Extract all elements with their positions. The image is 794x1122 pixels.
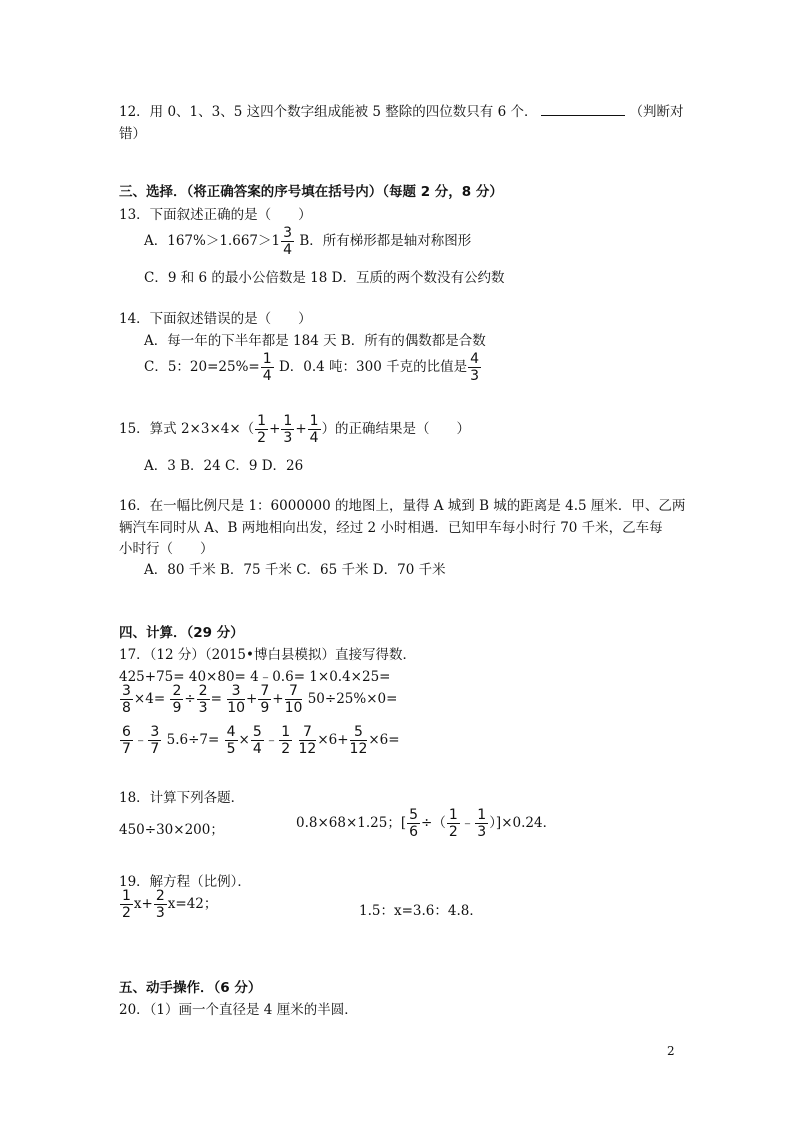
fraction: $\frac{5}{6}$ <box>409 807 419 840</box>
q14-options-cd <box>144 352 482 383</box>
fraction: $\frac{3}{8}$ <box>122 683 131 716</box>
section-4-title: 四、计算．（29 分） <box>119 625 244 641</box>
fraction: $\frac{1}{2}$ <box>281 724 291 757</box>
expr-text: + <box>272 691 284 707</box>
expr-text: ÷（ <box>421 815 446 831</box>
fraction: $\frac{1}{4}$ <box>262 351 272 384</box>
q13-stem: 13．下面叙述正确的是（ ） <box>119 207 312 223</box>
q16-options: A．80 千米 B．75 千米 C．65 千米 D．70 千米 <box>144 562 446 578</box>
q15-options: A．3 B．24 C．9 D．26 <box>144 458 304 474</box>
expr-text: 0.8×68×1.25；[ <box>296 815 407 831</box>
fraction: $\frac{2}{3}$ <box>155 888 165 921</box>
fraction: $\frac{1}{3}$ <box>477 807 487 840</box>
q17-row3 <box>119 725 400 756</box>
q17-row1: 425+75= 40×80= 4﹣0.6= 1×0.4×25= <box>119 669 391 685</box>
q18-expr2 <box>296 808 556 839</box>
fraction: $\frac{3}{10}$ <box>227 683 246 716</box>
q13-options-cd: C．9 和 6 的最小公倍数是 18 D．互质的两个数没有公约数 <box>144 270 505 286</box>
q18-stem: 18．计算下列各题． <box>119 790 245 806</box>
expr-text: x+ <box>133 896 153 912</box>
q13-option-b: B．所有梯形都是轴对称图形 <box>299 233 472 249</box>
expr-text: ×4= <box>133 691 166 707</box>
expr-text: x=42； <box>167 896 218 912</box>
expr-text: ﹣ <box>264 732 279 748</box>
q15-text: 15．算式 2×3×4×（ <box>119 421 255 437</box>
q18-expr1: 450÷30×200； <box>119 822 224 838</box>
fraction: $\frac{6}{7}$ <box>122 724 131 757</box>
q16-line1: 16．在一幅比例尺是 1：6000000 的地图上，量得 A 城到 B 城的距离是 4.5 厘米．甲、乙两 <box>119 498 686 514</box>
expr-text: ﹣ <box>460 815 475 831</box>
expr-text: ×6+ <box>317 732 349 748</box>
expr-text: 50÷25%×0= <box>307 691 398 707</box>
expr-text: 5.6÷7= <box>166 732 220 748</box>
q12-line2: 错） <box>119 126 146 142</box>
fraction: $\frac{7}{9}$ <box>260 683 270 716</box>
expr-text: × <box>238 732 250 748</box>
fraction: $\frac{2}{9}$ <box>172 683 182 716</box>
fraction: $\frac{1}{2}$ <box>257 413 267 446</box>
fraction: $\frac{4}{5}$ <box>226 724 236 757</box>
fraction: $\frac{1}{2}$ <box>448 807 458 840</box>
expr-text: ﹣ <box>133 732 148 748</box>
expr-text: = <box>210 691 222 707</box>
fraction: $\frac{7}{10}$ <box>284 683 303 716</box>
q13-options-ab <box>144 226 471 257</box>
q15-text-end: ）的正确结果是（ ） <box>321 421 471 437</box>
plus: + <box>295 421 307 437</box>
expr-text: ）]×0.24． <box>489 815 557 831</box>
expr-text: ×6= <box>368 732 400 748</box>
q17-row2 <box>119 684 397 715</box>
q14-option-d: D．0.4 吨：300 千克的比值是 <box>278 359 468 375</box>
q16-line3: 小时行（ ） <box>119 541 214 557</box>
fraction: $\frac{2}{3}$ <box>198 683 208 716</box>
fraction: $\frac{1}{3}$ <box>283 413 293 446</box>
q14-option-c: C．5：20=25%= <box>144 359 260 375</box>
q20-text: 20．（1）画一个直径是 4 厘米的半圆． <box>119 1002 358 1018</box>
fraction: $\frac{1}{2}$ <box>122 888 131 921</box>
page-number: 2 <box>667 1044 675 1058</box>
q16-line2: 辆汽车同时从 A、B 两地相向出发，经过 2 小时相遇．已知甲车每小时行 70 千米，乙车每 <box>119 520 663 536</box>
fraction: $\frac{3}{7}$ <box>150 724 160 757</box>
section-3-title: 三、选择．（将正确答案的序号填在括号内）（每题 2 分，8 分） <box>119 184 503 200</box>
section-5-title: 五、动手操作．（6 分） <box>119 980 262 996</box>
q12-text: 12．用 0、1、3、5 这四个数字组成能被 5 整除的四位数只有 6 个． <box>119 104 538 120</box>
q17-stem: 17．（12 分）（2015•博白县模拟）直接写得数． <box>119 647 416 663</box>
fraction: $\frac{4}{3}$ <box>470 351 480 384</box>
q19-eq1 <box>119 889 217 920</box>
q13-option-a: A．167%＞1.667＞1 <box>144 233 281 249</box>
q15-stem <box>119 414 470 445</box>
q19-stem: 19．解方程（比例）． <box>119 874 251 890</box>
plus: + <box>269 421 281 437</box>
q14-options-ab: A．每一年的下半年都是 184 天 B．所有的偶数都是合数 <box>144 333 486 349</box>
expr-text: ÷ <box>184 691 196 707</box>
q12-judge: （判断对 <box>629 104 684 120</box>
fraction: $\frac{5}{12}$ <box>349 724 368 757</box>
answer-blank[interactable] <box>541 103 625 116</box>
fraction: $\frac{1}{4}$ <box>309 413 319 446</box>
fraction: $\frac{5}{4}$ <box>252 724 262 757</box>
expr-text: + <box>246 691 258 707</box>
fraction: $\frac{3}{4}$ <box>283 225 293 258</box>
q19-eq2: 1.5：x=3.6：4.8． <box>359 903 483 919</box>
fraction: $\frac{7}{12}$ <box>298 724 317 757</box>
q14-stem: 14．下面叙述错误的是（ ） <box>119 311 312 327</box>
q12-line1 <box>119 100 683 120</box>
